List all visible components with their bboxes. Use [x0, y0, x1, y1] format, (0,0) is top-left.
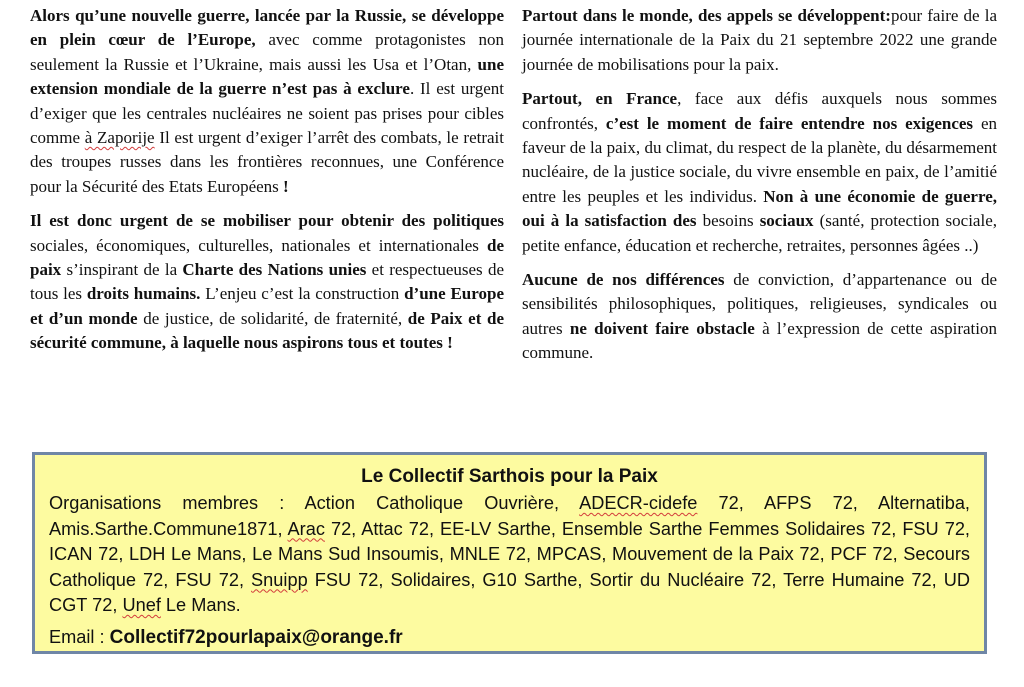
paragraph-mobilise: [30, 209, 504, 355]
text-spellcheck: à Zaporije: [84, 128, 155, 148]
text-bold: Charte des Nations unies: [182, 260, 367, 280]
text-spellcheck: Arac: [287, 518, 325, 539]
text-spellcheck: Snuipp: [251, 569, 308, 590]
text: . Il est urgent d’exiger que les centrales nucléaires ne soient pas prises pour cibles comme: [30, 79, 504, 148]
text: besoins: [696, 211, 760, 231]
text: L’enjeu c’est la construction: [200, 284, 405, 304]
text-bold: de paix: [30, 235, 504, 280]
text-bold: de Paix et de sécurité commune, à laquelle nous aspirons tous et toutes !: [30, 308, 504, 353]
text: FSU 72, Solidaires, G10 Sarthe, Sortir du Nucléaire 72, Terre Humaine 72, UD CGT 72,: [49, 569, 970, 615]
text-bold: Aucune de nos différences: [522, 270, 725, 290]
text: en faveur de la paix, du climat, du respect de la planète, du désarmement nucléaire, de la justice sociale, du vivre ensemble en paix, de l’amitié entre les peuples et les individus.: [522, 113, 997, 206]
text-bold: ne doivent faire obstacle: [569, 318, 755, 338]
text-bold: sociaux: [759, 211, 814, 231]
text-bold: !: [283, 176, 289, 196]
text-bold: c’est le moment de faire entendre nos exigences: [605, 113, 974, 133]
paragraph-world-appeals: [522, 4, 997, 77]
text-bold: Il est donc urgent de se mobiliser pour obtenir des politiques: [30, 211, 504, 231]
text: Le Mans.: [160, 595, 241, 615]
text-bold: d’une Europe et d’un monde: [30, 284, 504, 328]
text-bold: une extension mondiale de la guerre n’est pas à exclure: [30, 54, 504, 99]
text-bold: droits humains.: [86, 284, 201, 304]
text: Organisations membres : Action Catholique Ouvrière,: [49, 493, 580, 513]
text-spellcheck: Unef: [122, 595, 161, 615]
email-label: Email :: [49, 626, 110, 647]
text: de justice, de solidarité, de fraternité,: [137, 308, 408, 328]
text: s’inspirant de la: [61, 260, 183, 280]
text: avec comme protagonistes non seulement la Russie et l’Ukraine, mais aussi les Usa et l’Otan,: [30, 30, 504, 74]
email-line: [49, 625, 970, 651]
text-bold: Non à une économie de guerre, oui à la satisfaction des: [522, 186, 997, 231]
left-column: [30, 4, 504, 366]
paragraph-france: [522, 87, 997, 258]
member-organisations: [49, 491, 970, 619]
collectif-box: [32, 452, 987, 654]
text: à l’expression de cette aspiration commune.: [522, 318, 997, 363]
right-column: [522, 4, 997, 376]
text-spellcheck: ADECR-cidefe: [579, 493, 698, 513]
box-title: Le Collectif Sarthois pour la Paix: [361, 466, 658, 487]
text-bold: Alors qu’une nouvelle guerre, lancée par la Russie, se développe en plein cœur de l’Europe,: [30, 6, 504, 50]
text-bold: Partout dans le monde, des appels se développent:: [522, 6, 891, 25]
text: 72, Attac 72, EE-LV Sarthe, Ensemble Sarthe Femmes Solidaires 72, FSU 72, ICAN 72, LDH Le Mans, Le Mans Sud Insoumis, MNLE 72, MPCAS, Mouvement de la Paix 72, PCF 72, Secours Catholique 72, FSU 72,: [49, 518, 970, 590]
text: Il est urgent d’exiger l’arrêt des combats, le retrait des troupes russes dans les frontières reconnues, une Conférence pour la Sécurité des Etats Européens: [30, 128, 504, 196]
text: de conviction, d’appartenance ou de sensibilités philosophiques, politiques, religieuses, syndicales ou autres: [522, 270, 998, 338]
text: 72, AFPS 72, Alternatiba, Amis.Sarthe.Commune1871,: [49, 493, 970, 539]
text-bold: Partout, en France: [522, 89, 678, 109]
paragraph-differences: [522, 268, 997, 366]
paragraph-war-context: [30, 4, 504, 199]
email-address[interactable]: Collectif72pourlapaix@orange.fr: [109, 626, 403, 648]
text: (santé, protection sociale, petite enfance, éducation et recherche, retraites, personnes âgées ..): [522, 211, 997, 255]
text: sociales, économiques, culturelles, nationales et internationales: [30, 235, 487, 255]
text: , face aux défis auxquels nous sommes confrontés,: [522, 89, 997, 133]
text: et respectueuses de tous les: [30, 260, 504, 304]
text: pour faire de la journée internationale de la Paix du 21 septembre 2022 une grande journée de mobilisations pour la paix.: [522, 6, 997, 74]
